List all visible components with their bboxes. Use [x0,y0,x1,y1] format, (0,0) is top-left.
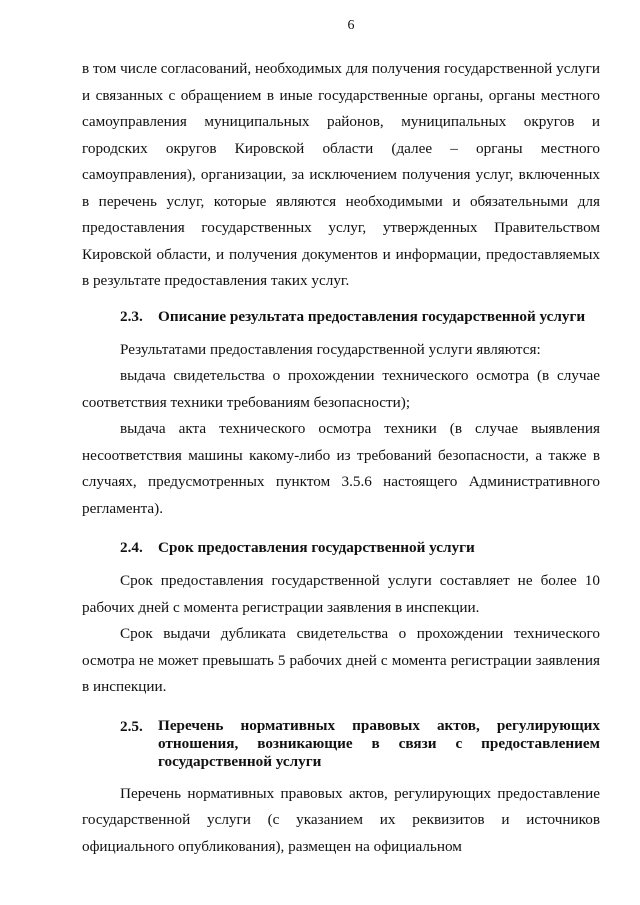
page-number: 6 [347,18,355,33]
section-number: 2.5. [120,717,143,735]
section-heading-2-3 [82,307,600,327]
section-title: Описание результата предоставления государственной услуги [158,307,586,325]
section-title: Срок предоставления государственной услуги [158,539,475,556]
section-title: Перечень нормативных правовых актов, регулирующих отношения, возникающие в связи с предоставлением государственной услуги [158,716,600,770]
paragraph: выдача свидетельства о прохождении технического осмотра (в случае соответствия техники требованиям безопасности); [82,367,600,411]
paragraph: выдача акта технического осмотра техники (в случае выявления несоответствия машины какому-либо из требований безопасности, а также в случаях, предусмотренных пунктом 3.5.6 настоящего Административного регламента). [82,420,600,517]
section-heading-2-5 [82,717,600,771]
intro-paragraph: в том числе согласований, необходимых для получения государственной услуги и связанных с обращением в иные государственные органы, органы местного самоуправления муниципальных районов, муниципальных округов и городских округов Кировской области (далее – органы местного самоуправления), организации, за исключением получения услуг, включенных в перечень услуг, которые являются необходимыми и обязательными для предоставления государственных услуг, утвержденных Правительством Кировской области, и получения документов и информации, предоставляемых в результате предоставления таких услуг. [82,60,600,289]
paragraph: Срок выдачи дубликата свидетельства о прохождении технического осмотра не может превышать 5 рабочих дней с момента регистрации заявления в инспекции. [82,625,600,695]
paragraph: Результатами предоставления государственной услуги являются: [120,340,541,358]
paragraph: Срок предоставления государственной услуги составляет не более 10 рабочих дней с момента регистрации заявления в инспекции. [82,572,600,616]
section-heading-2-4 [82,538,600,558]
section-number: 2.3. [120,307,143,325]
paragraph: Перечень нормативных правовых актов, регулирующих предоставление государственной услуги (с указанием их реквизитов и источников официального опубликования), размещен на официальном [82,784,600,855]
section-number: 2.4. [120,539,143,556]
